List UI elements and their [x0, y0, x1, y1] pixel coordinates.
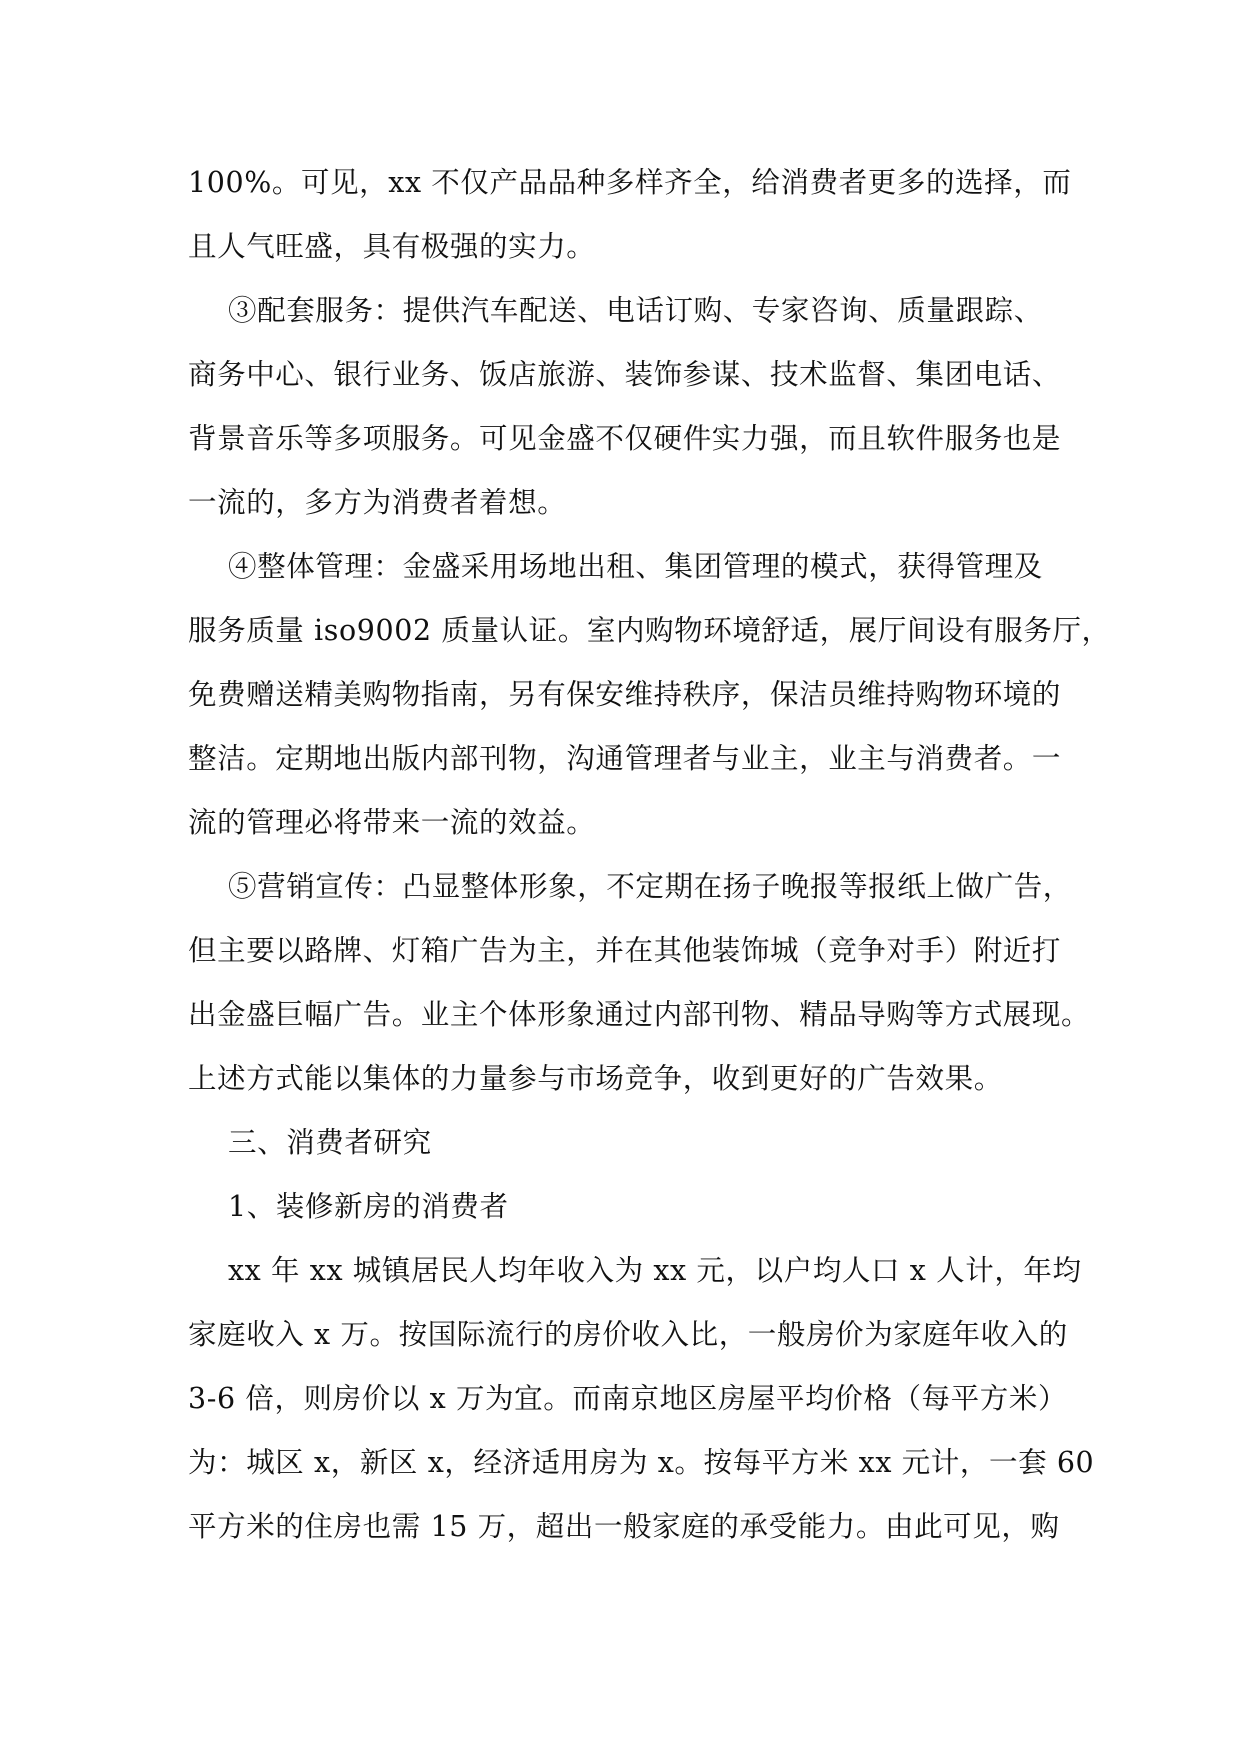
text-line: 家庭收入 x 万。按国际流行的房价收入比，一般房价为家庭年收入的 — [188, 1318, 1068, 1351]
text-line: xx 年 xx 城镇居民人均年收入为 xx 元，以户均人口 x 人计，年均 — [228, 1254, 1082, 1287]
text-line: 但主要以路牌、灯箱广告为主，并在其他装饰城（竞争对手）附近打 — [188, 934, 1062, 967]
subsection-heading: 1、装修新房的消费者 — [228, 1190, 509, 1223]
text-line: 100%。可见，xx 不仅产品品种多样齐全，给消费者更多的选择，而 — [188, 166, 1072, 199]
text-line: 且人气旺盛，具有极强的实力。 — [188, 230, 596, 263]
text-line: 免费赠送精美购物指南，另有保安维持秩序，保洁员维持购物环境的 — [188, 678, 1062, 711]
text-line: 平方米的住房也需 15 万，超出一般家庭的承受能力。由此可见，购 — [188, 1510, 1060, 1543]
text-line: ④整体管理：金盛采用场地出租、集团管理的模式，获得管理及 — [228, 550, 1043, 583]
text-line: ③配套服务：提供汽车配送、电话订购、专家咨询、质量跟踪、 — [228, 294, 1043, 327]
text-line: 为：城区 x，新区 x，经济适用房为 x。按每平方米 xx 元计，一套 60 — [188, 1446, 1095, 1479]
text-line: 整洁。定期地出版内部刊物，沟通管理者与业主，业主与消费者。一 — [188, 742, 1062, 775]
text-line: 背景音乐等多项服务。可见金盛不仅硬件实力强，而且软件服务也是 — [188, 422, 1062, 455]
section-heading: 三、消费者研究 — [228, 1126, 432, 1159]
text-line: ⑤营销宣传：凸显整体形象，不定期在扬子晚报等报纸上做广告， — [228, 870, 1072, 903]
text-line: 上述方式能以集体的力量参与市场竞争，收到更好的广告效果。 — [188, 1062, 1003, 1095]
text-line: 服务质量 iso9002 质量认证。室内购物环境舒适，展厅间设有服务厅， — [188, 614, 1111, 647]
text-line: 流的管理必将带来一流的效益。 — [188, 806, 596, 839]
text-line: 3-6 倍，则房价以 x 万为宜。而南京地区房屋平均价格（每平方米） — [188, 1382, 1068, 1415]
text-line: 商务中心、银行业务、饭店旅游、装饰参谋、技术监督、集团电话、 — [188, 358, 1062, 391]
text-line: 出金盛巨幅广告。业主个体形象通过内部刊物、精品导购等方式展现。 — [188, 998, 1091, 1031]
text-line: 一流的，多方为消费者着想。 — [188, 486, 567, 519]
